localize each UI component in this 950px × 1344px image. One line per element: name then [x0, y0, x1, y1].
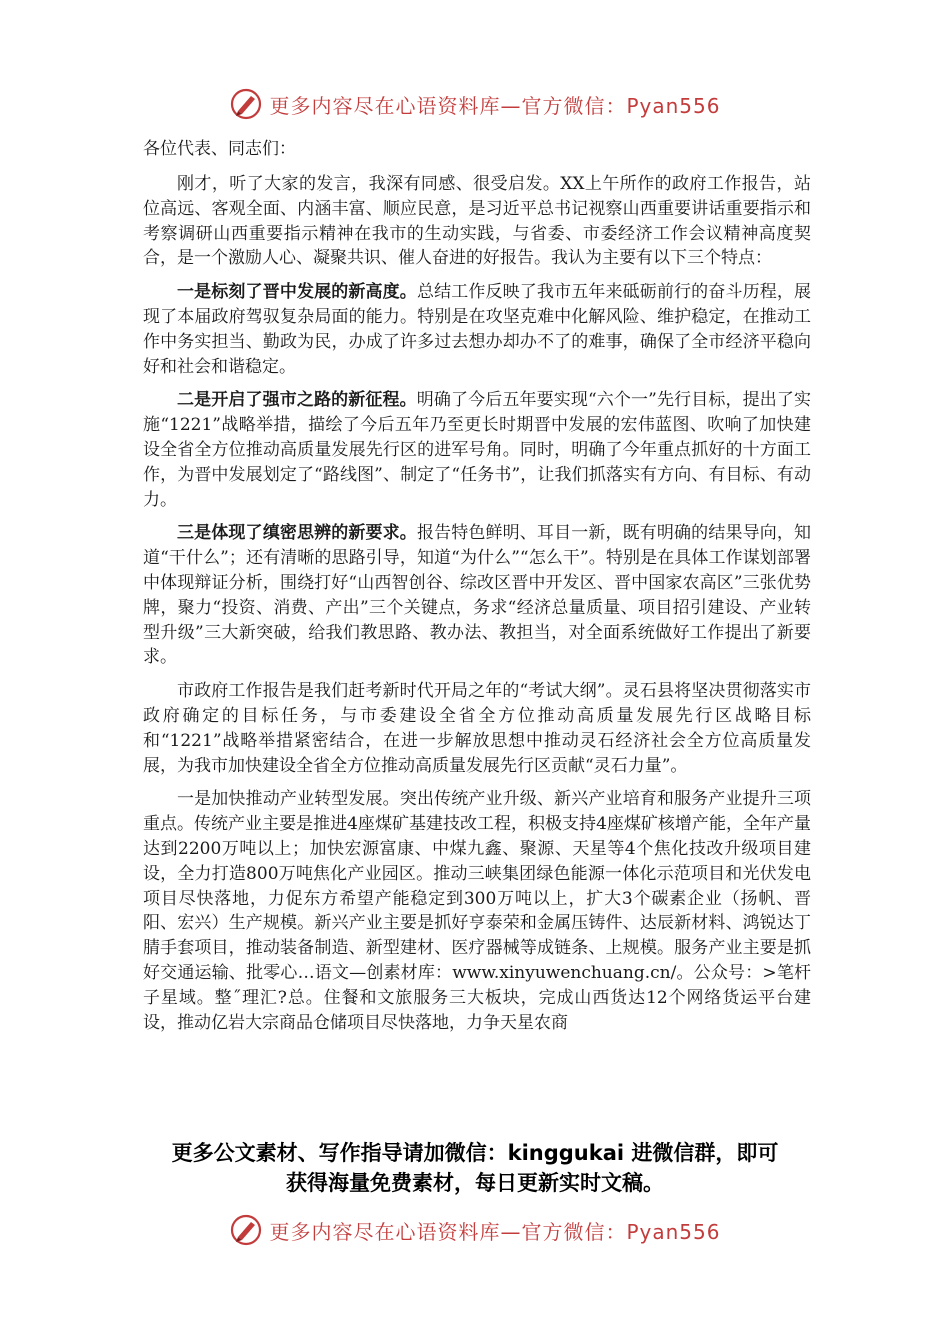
exam-paragraph: 市政府工作报告是我们赶考新时代开局之年的“考试大纲”。灵石县将坚决贯彻落实市政府确定的目标任务，与市委建设全省全方位推动高质量发展先行区战略目标和“1221”战略举措紧密结合，在进一步解放思想中推动灵石经济社会全方位高质量发展，为我市加快建设全省全方位推动高质量发展先行区贡献“灵石力量”。: [143, 681, 811, 776]
document-body: [143, 136, 811, 1044]
watermark-text: 更多内容尽在心语资料库—官方微信：Pyan556: [269, 93, 721, 118]
promo-line-1: 更多公文素材、写作指导请加微信：kinggukai 进微信群，即可: [171, 1141, 779, 1165]
footer-watermark: [0, 1210, 950, 1250]
point-lead-3: 三是体现了缜密思辨的新要求。: [177, 523, 417, 544]
point-lead-2: 二是开启了强市之路的新征程。: [177, 390, 417, 411]
point-body-1: 总结工作反映了我市五年来砥砺前行的奋斗历程，展现了本届政府驾驭复杂局面的能力。特别是在攻坚克难中化解风险、维护稳定，在推动工作中务实担当、勤政为民，办成了许多过去想办却办不了的难事，确保了全市经济平稳向好和社会和谐稳定。: [143, 282, 812, 377]
point-paragraph-2: [143, 388, 811, 512]
point-paragraph-1: [143, 280, 811, 379]
point-lead-1: 一是标刻了晋中发展的新高度。: [177, 282, 417, 303]
point-paragraph-3: [143, 521, 811, 670]
industry-paragraph: 一是加快推动产业转型发展。突出传统产业升级、新兴产业培育和服务产业提升三项重点。传统产业主要是推进4座煤矿基建技改工程，积极支持4座煤矿核增产能，全年产量达到2200万吨以上；加快宏源富康、中煤九鑫、聚源、天星等4个焦化技改升级项目建设，全力打造800万吨焦化产业园区。推动三峡集团绿色能源一体化示范项目和光伏发电项目尽快落地，力促东方希望产能稳定到300万吨以上，扩大3个碳素企业（扬帆、晋阳、宏兴）生产规模。新兴产业主要是抓好亨泰荣和金属压铸件、达辰新材料、鸿锐达丁腈手套项目，推动装备制造、新型建材、医疗器械等成链条、上规模。服务产业主要是抓好交通运输、批零心…语文—创素材库：www.xinyuwenchuang.cn/。公众号：>笔杆子星域。整˝理汇?总。住餐和文旅服务三大板块，完成山西货达12个网络货运平台建设，推动亿岩大宗商品仓储项目尽快落地，力争天星农商: [143, 789, 811, 1033]
pen-logo-icon: [229, 1213, 263, 1247]
promo-banner: [120, 1138, 830, 1198]
pen-logo-icon: [229, 87, 263, 121]
header-watermark: [0, 84, 950, 124]
point-body-3: 报告特色鲜明、耳目一新，既有明确的结果导向，知道“干什么”；还有清晰的思路引导，知道“为什么”“怎么干”。特别是在具体工作谋划部署中体现辩证分析，围绕打好“山西智创谷、综改区晋中开发区、晋中国家农高区”三张优势牌，聚力“投资、消费、产出”三个关键点，务求“经济总量质量、项目招引建设、产业转型升级”三大新突破，给我们教思路、教办法、教担当，对全面系统做好工作提出了新要求。: [143, 523, 812, 668]
watermark-text: 更多内容尽在心语资料库—官方微信：Pyan556: [269, 1219, 721, 1244]
intro-paragraph: 刚才，听了大家的发言，我深有同感、很受启发。XX上午所作的政府工作报告，站位高远、客观全面、内涵丰富、顺应民意，是习近平总书记视察山西重要讲话重要指示和考察调研山西重要指示精神在我市的生动实践，与省委、市委经济工作会议精神高度契合，是一个激励人心、凝聚共识、催人奋进的好报告。我认为主要有以下三个特点：: [143, 174, 811, 269]
point-body-2: 明确了今后五年要实现“六个一”先行目标，提出了实施“1221”战略举措，描绘了今后五年乃至更长时期晋中发展的宏伟蓝图、吹响了加快建设全省全方位推动高质量发展先行区的进军号角。同时，明确了今年重点抓好的十方面工作，为晋中发展划定了“路线图”、制定了“任务书”，让我们抓落实有方向、有目标、有动力。: [143, 390, 811, 510]
promo-line-2: 获得海量免费素材，每日更新实时文稿。: [286, 1171, 664, 1195]
salutation: 各位代表、同志们：: [143, 139, 296, 159]
